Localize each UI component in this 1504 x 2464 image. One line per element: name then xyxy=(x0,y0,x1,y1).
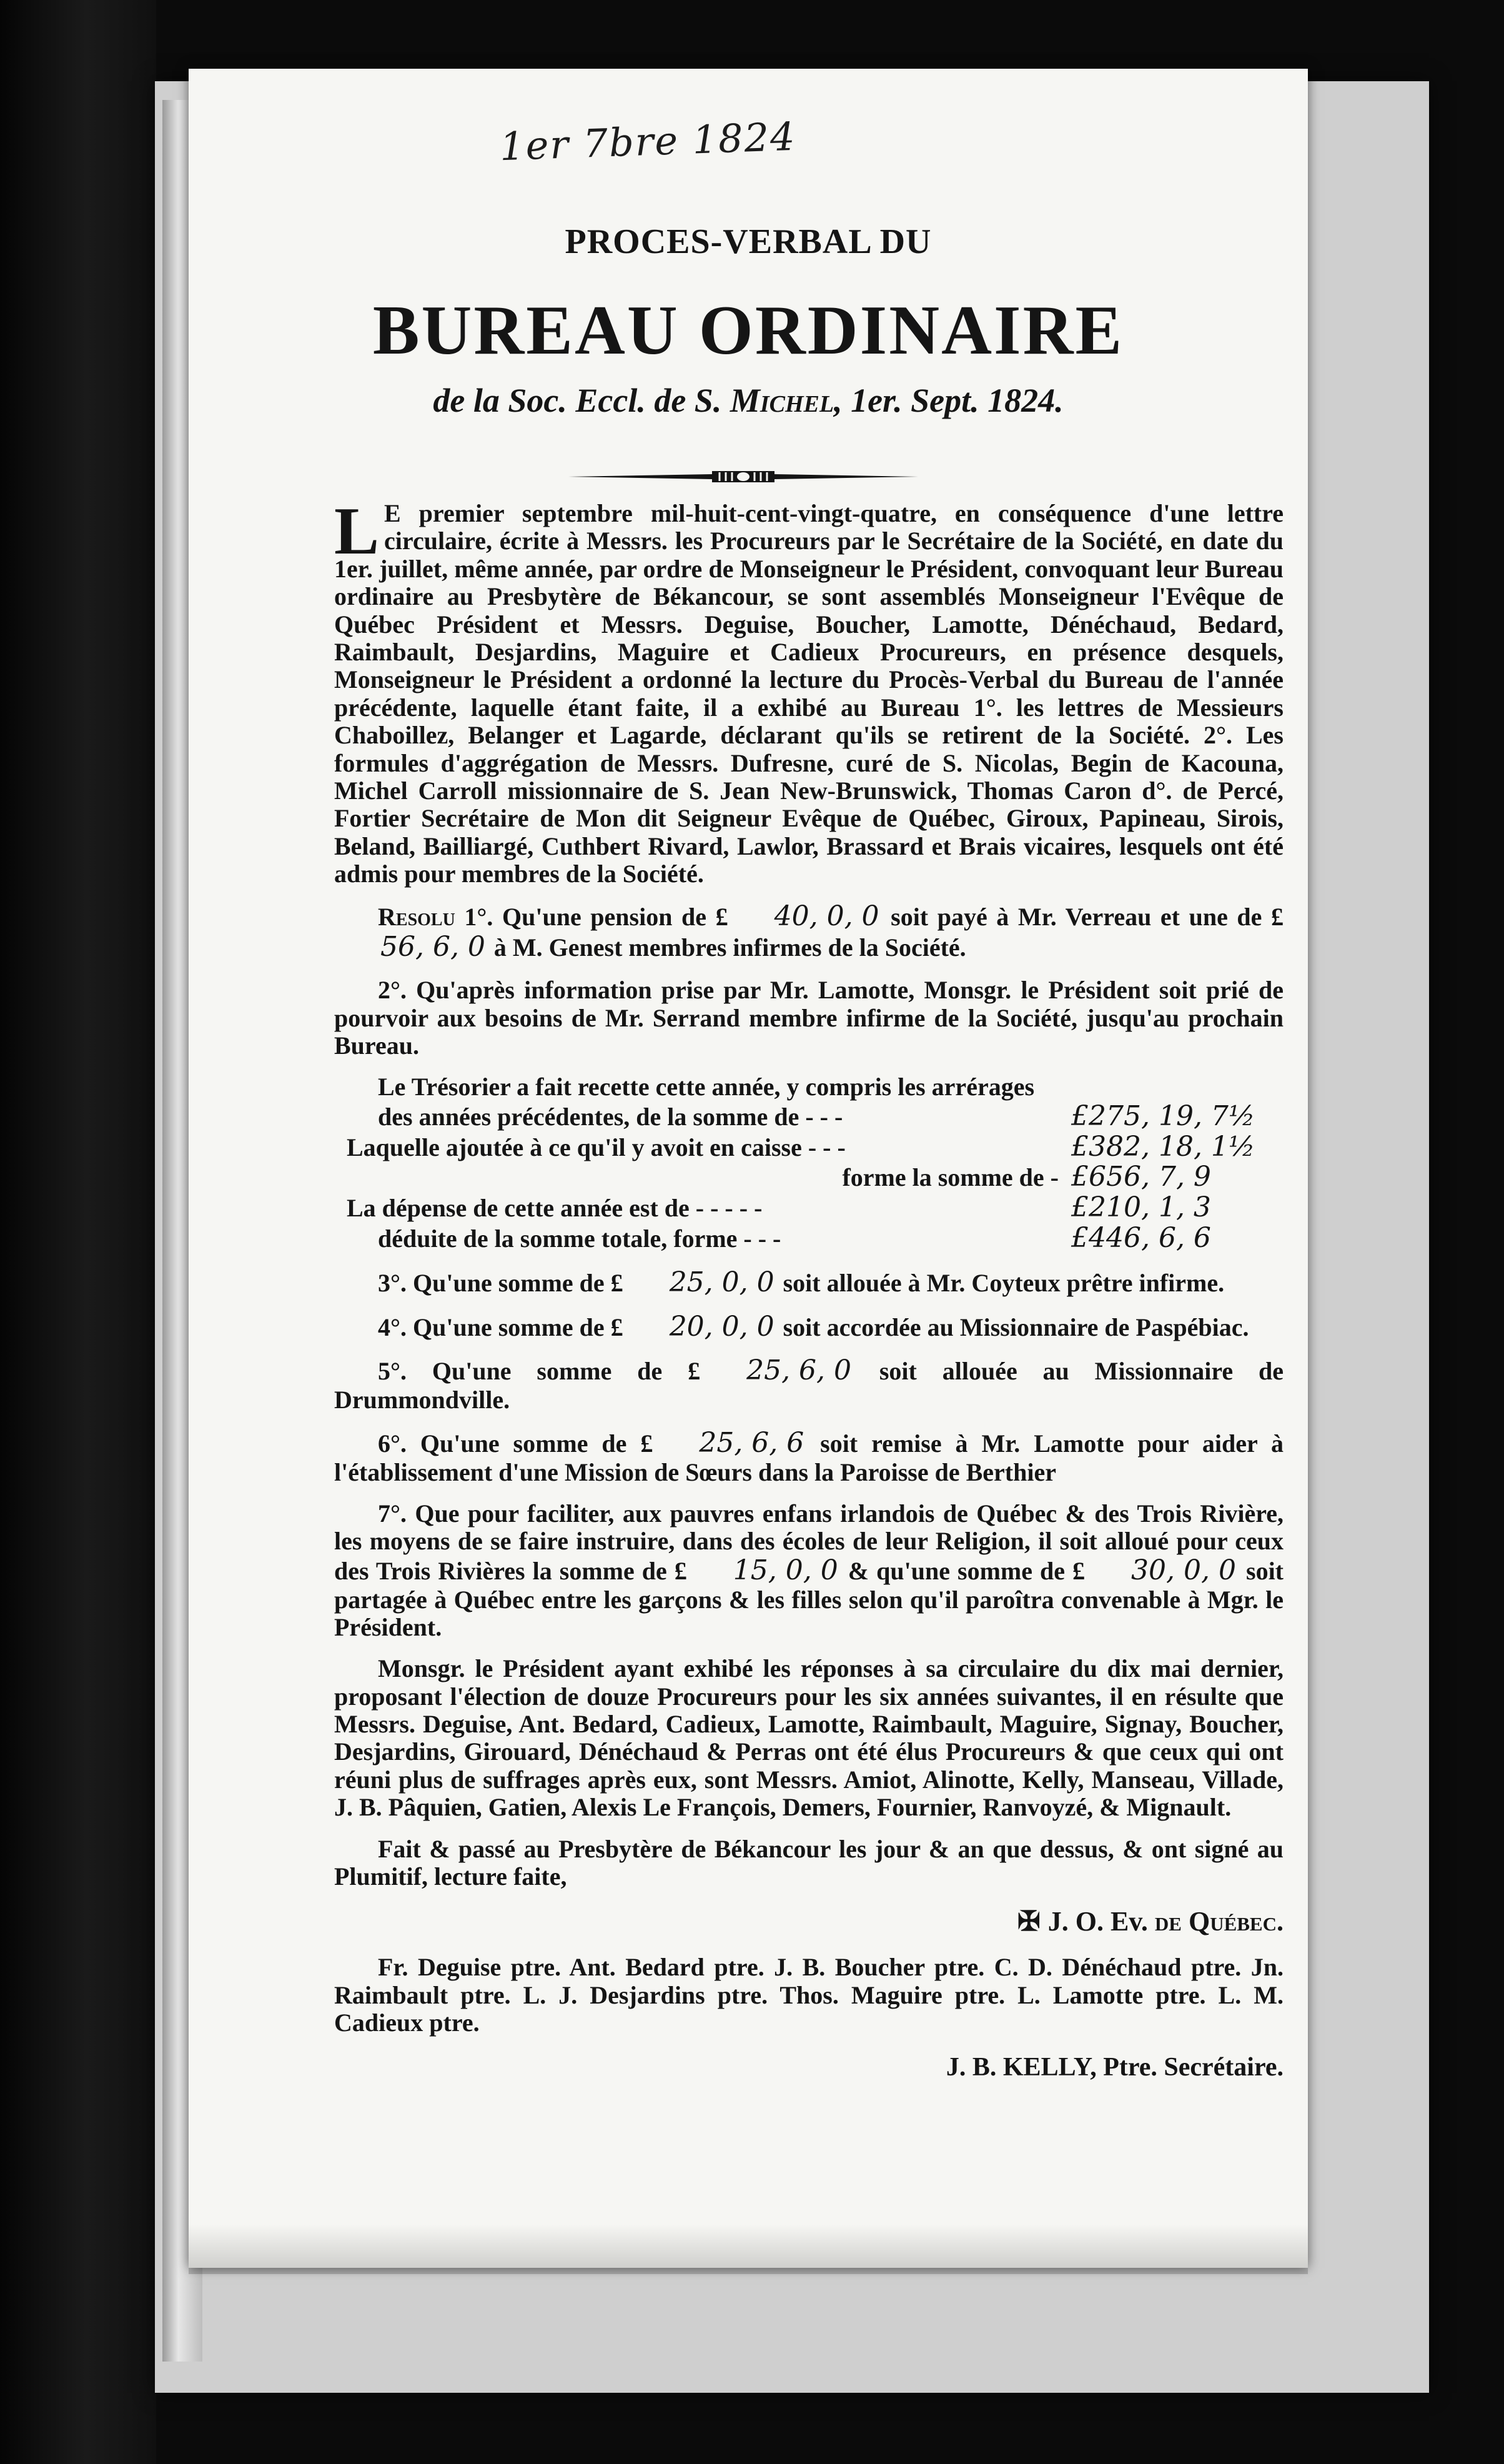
handwritten-amount: 20, 0, 0 xyxy=(669,1310,774,1343)
accounts-intro: Le Trésorier a fait recette cette année, y compris les arrérages xyxy=(378,1073,1035,1101)
handwritten-amount: 15, 0, 0 xyxy=(733,1554,838,1586)
resolution-7: 7°. Que pour faciliter, aux pauvres enfans irlandois de Québec & des Trois Rivière, les moyens de se faire instruire, dans des écoles de leur Religion, il soit alloué pour ceux des Trois Rivières la somme de £ 15, 0, 0 & qu'une somme de £ 30, 0, 0 soit partagée à Québec entre les garçons & les filles selon qu'il paroîtra convenable à Mgr. le Président. xyxy=(334,1499,1284,1641)
resolution-2: 2°. Qu'après information prise par Mr. Lamotte, Monsgr. le Président soit prié de pourvoir aux besoins de Mr. Serrand membre infirme de la Société, jusqu'au prochain Bureau. xyxy=(334,976,1284,1060)
handwritten-amount: £656, 7, 9 xyxy=(1071,1161,1211,1193)
drop-cap: L xyxy=(334,494,380,569)
resolution-1: Resolu 1°. Qu'une pension de £ 40, 0, 0 soit payé à Mr. Verreau et une de £56, 6, 0 à M. Genest membres infirmes de la Société. xyxy=(334,902,1284,963)
handwritten-amount: 30, 0, 0 xyxy=(1131,1554,1236,1586)
title-line-1: PROCES-VERBAL DU xyxy=(565,222,932,261)
resolution-6: 6°. Qu'une somme de £ 25, 6, 6 soit remise à Mr. Lamotte pour aider à l'établissement d'une Mission de Sœurs dans la Paroisse de Berthier xyxy=(334,1426,1284,1486)
secretary-signature: J. B. KELLY, Ptre. Secrétaire. xyxy=(946,2053,1284,2082)
handwritten-amount: 40, 0, 0 xyxy=(774,900,879,933)
handwritten-amount: 25, 6, 0 xyxy=(746,1354,852,1387)
handwritten-amount: 25, 6, 6 xyxy=(699,1426,804,1459)
handwritten-amount: 56, 6, 0 xyxy=(380,931,485,963)
minutes-body xyxy=(334,494,1284,2082)
resolution-3: 3°. Qu'une somme de £ 25, 0, 0 soit allouée à Mr. Coyteux prêtre infirme. xyxy=(378,1266,1225,1298)
handwritten-amount: 25, 0, 0 xyxy=(669,1266,774,1298)
intro-paragraph: L E premier septembre mil-huit-cent-vingt-quatre, en conséquence d'une lettre circulaire, écrite à Messrs. les Procureurs par le Secrétaire de la Société, en date du 1er. juillet, même année, par ordre de Monseigneur le Président, convoquant leur Bureau ordinaire au Presbytère de Békancour, se sont assemblés Monseigneur l'Evêque de Québec Président et Messrs. Deguise, Boucher, Lamotte, Dénéchaud, Bedard, Raimbault, Desjardins, Maguire et Cadieux Procureurs, en présence desquels, Monseigneur le Président a ordonné la lecture du Procès-Verbal du Bureau de l'année précédente, laquelle étant faite, il a exhibé au Bureau 1°. les lettres de Messieurs Chaboillez, Belanger et Lagarde, déclarant qu'ils se retirent de la Société. 2°. Les formules d'aggrégation de Messrs. Dufresne, curé de S. Nicolas, Begin de Kacouna, Michel Carroll missionnaire de S. Jean New-Brunswick, Thomas Caron d°. de Percé, Fortier Secrétaire de Mon dit Seigneur Evêque de Québec, Giroux, Papineau, Sirois, Beland, Bailliargé, Cuthbert Rivard, Lawlor, Brassard et Brais vicaires, lesquels ont été admis pour membres de la Société. xyxy=(334,494,1284,888)
scan-border xyxy=(0,0,156,2464)
account-row: Laquelle ajoutée à ce qu'il y avoit en caisse - - - £382, 18, 1½ xyxy=(334,1132,1284,1163)
handwritten-amount: £446, 6, 6 xyxy=(1071,1222,1211,1254)
handwritten-date-annotation: 1er 7bre 1824 xyxy=(498,113,797,170)
account-row: forme la somme de - £656, 7, 9 xyxy=(334,1162,1284,1193)
bishop-signature: ✠ J. O. Ev. de Québec. xyxy=(1017,1906,1284,1937)
account-row: des années précédentes, de la somme de - - - £275, 19, 7½ xyxy=(334,1101,1284,1132)
title-line-2: BUREAU ORDINAIRE xyxy=(372,292,1124,369)
handwritten-amount: £210, 1, 3 xyxy=(1071,1191,1211,1224)
election-paragraph: Monsgr. le Président ayant exhibé les réponses à sa circulaire du dix mai dernier, proposant l'élection de douze Procureurs pour les six années suivantes, il en résulte que Messrs. Deguise, Ant. Bedard, Cadieux, Lamotte, Raimbault, Maguire, Signay, Boucher, Desjardins, Girouard, Dénéchaud & Perras ont été élus Procureurs & que ceux qui ont réuni plus de suffrages après eux, sont Messrs. Amiot, Alinotte, Kelly, Manseau, Villade, J. B. Pâquien, Gatien, Alexis Le François, Demers, Fournier, Ranvoyzé, & Mignault. xyxy=(334,1654,1284,1822)
account-row: déduite de la somme totale, forme - - - £446, 6, 6 xyxy=(334,1223,1284,1254)
account-row: La dépense de cette année est de - - - - - £210, 1, 3 xyxy=(334,1193,1284,1223)
title-line-3: de la Soc. Eccl. de S. Michel, 1er. Sept. 1824. xyxy=(433,382,1064,419)
signatory-names: Fr. Deguise ptre. Ant. Bedard ptre. J. B. Boucher ptre. C. D. Dénéchaud ptre. Jn. Raimbault ptre. L. J. Desjardins ptre. Thos. Maguire ptre. L. Lamotte ptre. L. M. Cadieux ptre. xyxy=(334,1953,1284,2037)
cross-icon: ✠ xyxy=(1017,1906,1041,1937)
ornament-rule xyxy=(568,467,918,486)
closing-paragraph: Fait & passé au Presbytère de Békancour les jour & an que dessus, & ont signé au Plumitif, lecture faite, xyxy=(334,1834,1284,1891)
handwritten-amount: £275, 19, 7½ xyxy=(1071,1100,1255,1132)
resolution-5: 5°. Qu'une somme de £ 25, 6, 0 soit allouée au Missionnaire de Drummondville. xyxy=(334,1354,1284,1414)
handwritten-amount: £382, 18, 1½ xyxy=(1071,1130,1255,1163)
page-shadow xyxy=(189,2224,1308,2274)
treasurer-accounts xyxy=(334,1073,1284,1254)
resolution-4: 4°. Qu'une somme de £ 20, 0, 0 soit accordée au Missionnaire de Paspébiac. xyxy=(378,1310,1249,1343)
